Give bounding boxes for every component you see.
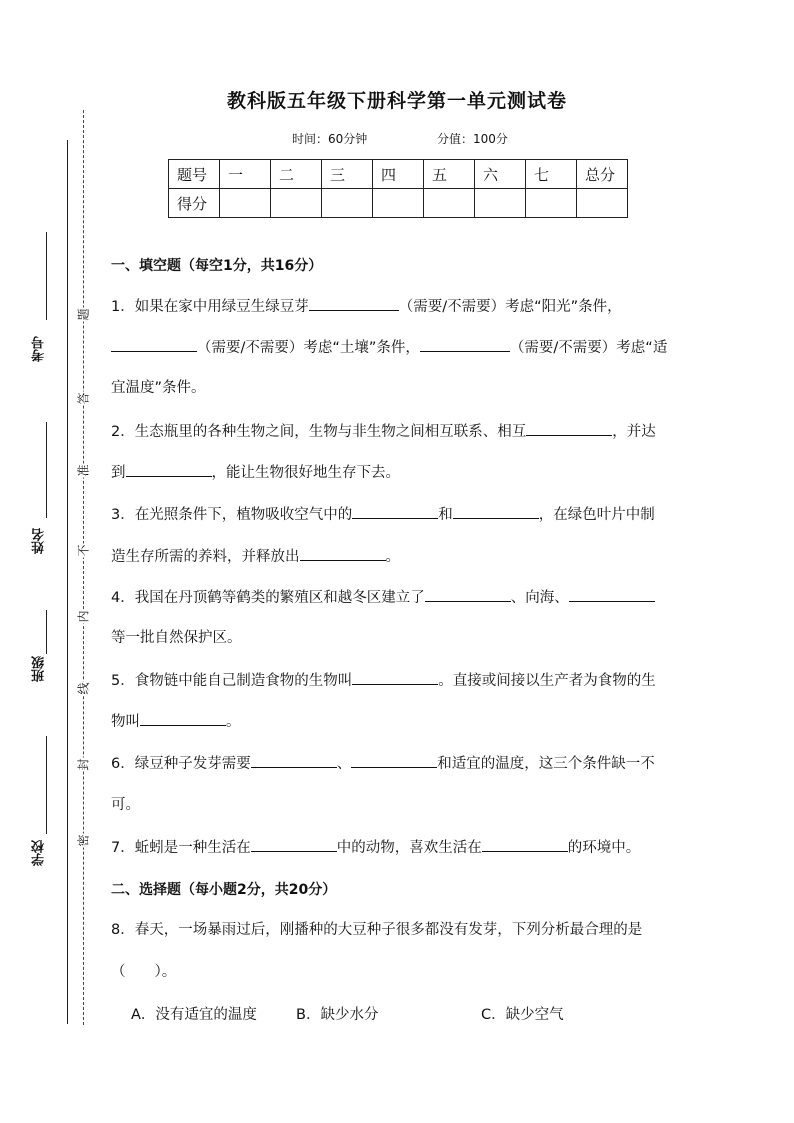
score-table-cell: 七 xyxy=(526,160,577,189)
choice-option-b[interactable]: B．缺少水分 xyxy=(296,1007,379,1023)
seal-char: 准 xyxy=(76,464,91,477)
choice-option-a[interactable]: A．没有适宜的温度 xyxy=(131,1007,257,1023)
xuexiao-label: 学校 xyxy=(32,840,47,866)
question-text: 1．如果在家中用绿豆生绿豆芽 xyxy=(111,299,309,315)
exam-score: 分值：100分 xyxy=(437,132,508,146)
question-text: 宜温度”条件。 xyxy=(111,380,206,396)
question-3-line-2 xyxy=(111,546,711,567)
answer-blank[interactable] xyxy=(251,837,337,852)
section-fill-in-heading: 一、填空题（每空1分，共16分） xyxy=(111,258,323,274)
question-2-line-2 xyxy=(111,462,711,483)
seal-char: 不 xyxy=(76,544,91,557)
question-3-line-1 xyxy=(111,504,711,525)
question-4-line-1 xyxy=(111,587,711,608)
score-table-cell: 总分 xyxy=(577,160,628,189)
score-entry-cell[interactable] xyxy=(577,189,628,218)
answer-bracket[interactable]: （ ）。 xyxy=(111,964,177,980)
answer-blank[interactable] xyxy=(140,711,226,726)
question-text: 7．蚯蚓是一种生活在 xyxy=(111,840,251,856)
question-6-line-1 xyxy=(111,753,711,774)
question-1-line-3 xyxy=(111,378,711,398)
question-6-line-2 xyxy=(111,795,711,815)
score-table-cell: 四 xyxy=(373,160,424,189)
question-text: 物叫 xyxy=(111,714,140,730)
question-2-line-1 xyxy=(111,421,711,442)
kaohao-label: 考号 xyxy=(32,336,47,362)
answer-blank[interactable] xyxy=(351,753,437,768)
choice-option-c[interactable]: C．缺少空气 xyxy=(481,1007,564,1023)
score-table-cell: 三 xyxy=(322,160,373,189)
score-entry-cell[interactable] xyxy=(373,189,424,218)
banji-write-line xyxy=(46,610,47,654)
question-text: 到 xyxy=(111,465,126,481)
xuexiao-write-line xyxy=(46,736,47,834)
question-text: 可。 xyxy=(111,797,140,813)
question-text: 2．生态瓶里的各种生物之间，生物与非生物之间相互联系、相互 xyxy=(111,424,527,440)
score-table-cell: 一 xyxy=(220,160,271,189)
xingming-label: 姓名 xyxy=(32,528,47,554)
answer-blank[interactable] xyxy=(300,546,386,561)
score-table-cell: 得分 xyxy=(169,189,220,218)
score-entry-cell[interactable] xyxy=(322,189,373,218)
answer-blank[interactable] xyxy=(482,837,568,852)
binding-dashed-line xyxy=(83,110,84,1025)
score-entry-cell[interactable] xyxy=(271,189,322,218)
score-table-cell: 六 xyxy=(475,160,526,189)
answer-blank[interactable] xyxy=(111,337,197,352)
question-text: 的环境中。 xyxy=(567,840,641,856)
banji-label: 班级 xyxy=(32,656,47,682)
answer-blank[interactable] xyxy=(251,753,337,768)
question-1-line-2 xyxy=(111,337,711,358)
xingming-write-line xyxy=(46,422,47,518)
page-title: 教科版五年级下册科学第一单元测试卷 xyxy=(226,90,567,112)
score-table-cell: 二 xyxy=(271,160,322,189)
question-text: （需要/不需要）考虑“适 xyxy=(509,340,668,356)
question-text: 3．在光照条件下，植物吸收空气中的 xyxy=(111,507,353,523)
answer-blank[interactable] xyxy=(526,421,612,436)
question-text: 8．春天，一场暴雨过后，刚播种的大豆种子很多都没有发芽，下列分析最合理的是 xyxy=(111,922,643,938)
seal-char: 密 xyxy=(76,834,91,847)
question-5-line-2 xyxy=(111,711,711,732)
question-8-line-1 xyxy=(111,920,711,940)
score-table-cell: 题号 xyxy=(169,160,220,189)
question-8-line-2 xyxy=(111,962,711,982)
seal-char: 答 xyxy=(76,392,91,405)
answer-blank[interactable] xyxy=(453,504,539,519)
binding-solid-line xyxy=(67,140,68,1024)
question-text: 6．绿豆种子发芽需要 xyxy=(111,756,251,772)
score-entry-cell[interactable] xyxy=(475,189,526,218)
seal-char: 题 xyxy=(76,308,91,321)
score-entry-cell[interactable] xyxy=(220,189,271,218)
question-text: 、向海、 xyxy=(510,590,569,606)
question-text: 和 xyxy=(438,507,453,523)
score-table-header-row xyxy=(169,160,628,189)
score-table xyxy=(168,159,628,218)
question-5-line-1 xyxy=(111,670,711,691)
question-text: ，并达 xyxy=(612,424,656,440)
exam-time: 时间：60分钟 xyxy=(292,132,368,146)
question-text: ，在绿色叶片中制 xyxy=(538,507,655,523)
answer-blank[interactable] xyxy=(425,587,511,602)
question-text: （需要/不需要）考虑“阳光”条件， xyxy=(398,299,622,315)
answer-blank[interactable] xyxy=(569,587,655,602)
question-text: 。直接或间接以生产者为食物的生 xyxy=(438,673,656,689)
question-4-line-2 xyxy=(111,628,711,648)
section-choice-heading: 二、选择题（每小题2分，共20分） xyxy=(111,882,337,898)
answer-blank[interactable] xyxy=(352,670,438,685)
score-table-cell: 五 xyxy=(424,160,475,189)
question-text: 等一批自然保护区。 xyxy=(111,630,242,646)
seal-char: 内 xyxy=(76,610,91,623)
question-text: 造生存所需的养料，并释放出 xyxy=(111,549,300,565)
kaohao-write-line xyxy=(46,232,47,320)
question-text: 5．食物链中能自己制造食物的生物叫 xyxy=(111,673,353,689)
score-entry-cell[interactable] xyxy=(526,189,577,218)
question-text: ，能让生物很好地生存下去。 xyxy=(211,465,400,481)
question-1-line-1 xyxy=(111,296,711,317)
answer-blank[interactable] xyxy=(126,462,212,477)
question-7-line-1 xyxy=(111,837,711,858)
question-text: （需要/不需要）考虑“土壤”条件， xyxy=(197,340,420,356)
question-text: 4．我国在丹顶鹤等鹤类的繁殖区和越冬区建立了 xyxy=(111,590,425,606)
question-text: 中的动物，喜欢生活在 xyxy=(336,840,482,856)
answer-blank[interactable] xyxy=(309,296,399,311)
question-text: 和适宜的温度，这三个条件缺一不 xyxy=(437,756,655,772)
score-table-score-row xyxy=(169,189,628,218)
seal-char: 线 xyxy=(76,682,91,695)
question-text: 、 xyxy=(336,756,352,772)
question-text: 。 xyxy=(226,714,241,730)
answer-blank[interactable] xyxy=(420,337,510,352)
seal-char: 封 xyxy=(76,758,91,771)
question-text: 。 xyxy=(385,549,400,565)
score-entry-cell[interactable] xyxy=(424,189,475,218)
answer-blank[interactable] xyxy=(352,504,438,519)
